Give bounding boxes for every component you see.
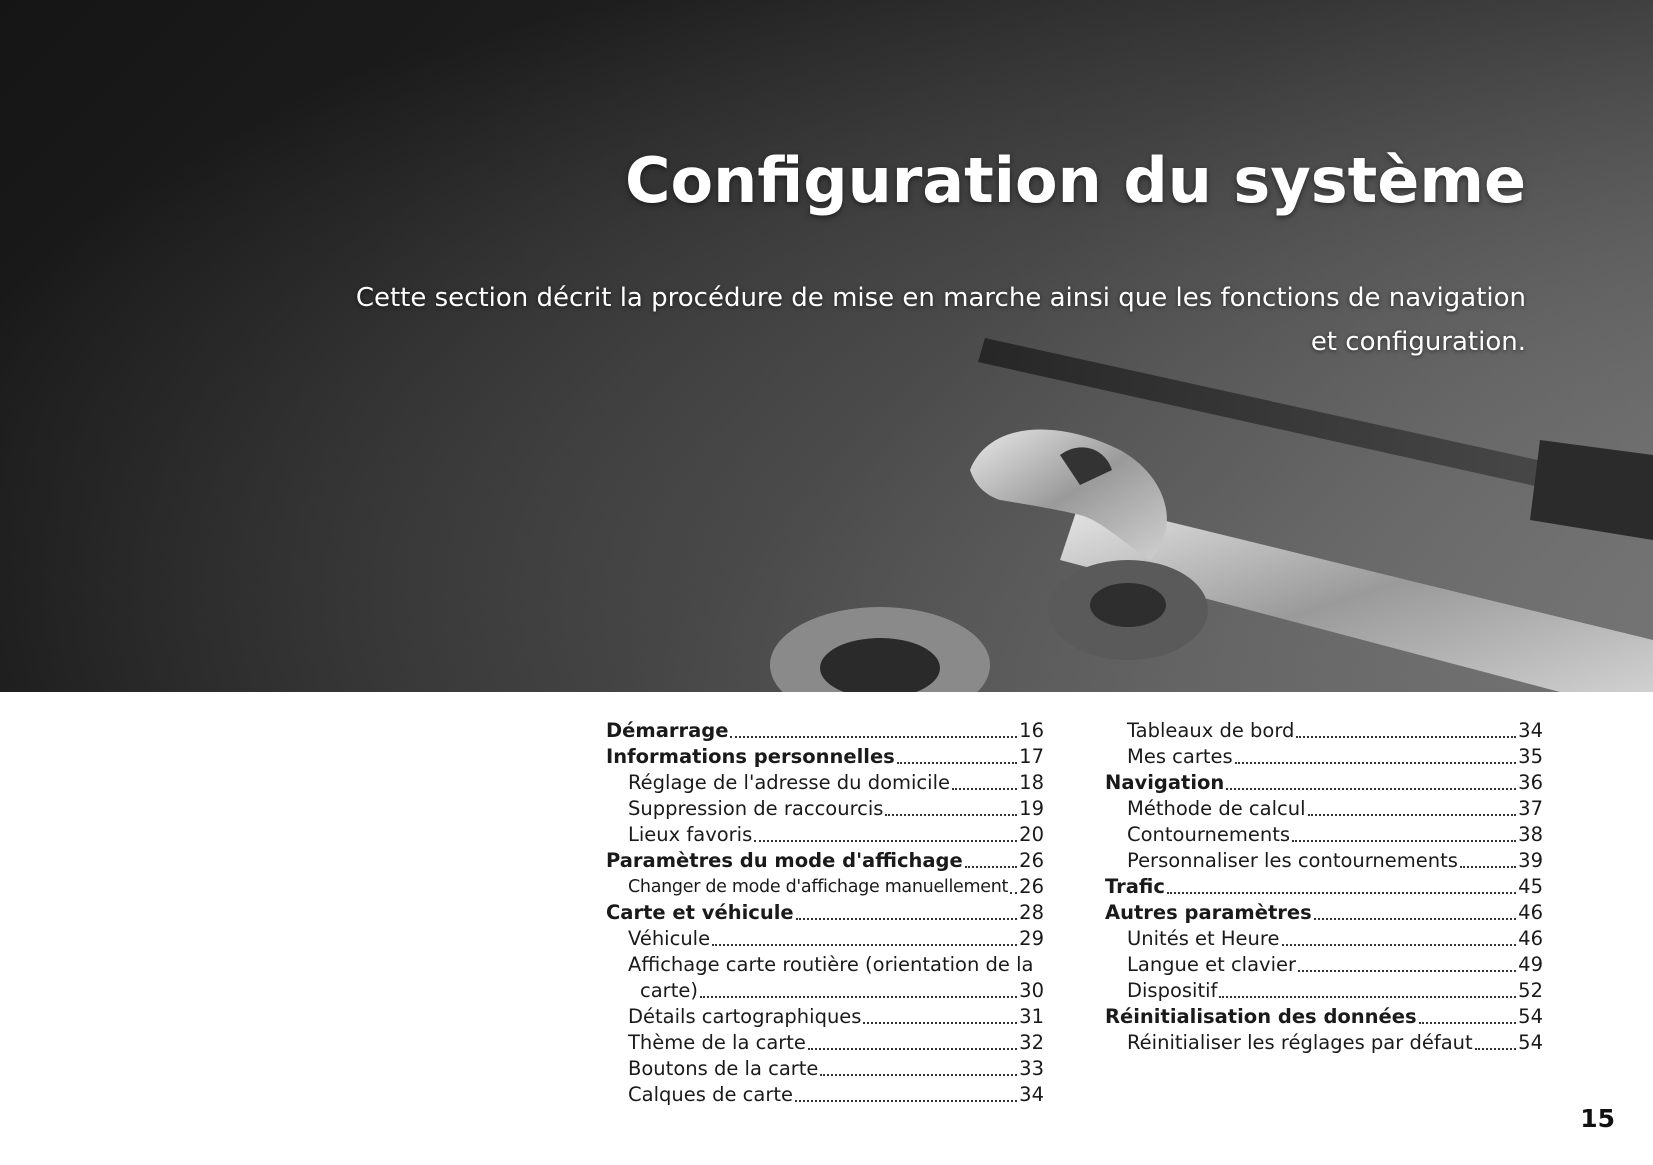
toc-leader-dots [1298,970,1516,972]
section-description: Cette section décrit la procédure de mise en marche ainsi que les fonctions de navigation et configuration. [355,283,1526,357]
toc-entry[interactable] [606,770,1044,796]
toc-entry[interactable] [1105,822,1543,848]
toc-entry-label: Thème de la carte [628,1031,806,1054]
toc-entry-page: 20 [1019,823,1044,846]
toc-entry-page: 38 [1518,823,1543,846]
toc-entry-label: Réinitialiser les réglages par défaut [1127,1031,1473,1054]
toc-leader-dots [1292,840,1516,842]
toc-column-right [1105,718,1543,1056]
toc-entry[interactable] [1105,848,1543,874]
toc-entry[interactable] [1105,926,1543,952]
toc-entry-page: 49 [1518,953,1543,976]
toc-leader-dots [754,840,1017,842]
toc-entry-label: Carte et véhicule [606,901,794,924]
toc-entry[interactable] [1105,952,1543,978]
toc-entry[interactable] [606,1004,1044,1030]
toc-leader-dots [1235,762,1517,764]
toc-entry-page: 19 [1019,797,1044,820]
toc-entry-page: 54 [1518,1005,1543,1028]
toc-entry[interactable] [606,822,1044,848]
toc-entry-label: Tableaux de bord [1127,719,1295,742]
page-number: 15 [1580,1104,1615,1133]
toc-leader-dots [1419,1022,1517,1024]
toc-entry[interactable] [1105,978,1543,1004]
toc-entry-label: Dispositif [1127,979,1218,1002]
toc-entry[interactable] [606,848,1044,874]
toc-entry-page: 30 [1019,979,1044,1002]
toc-leader-dots [1308,814,1517,816]
toc-leader-dots [965,866,1017,868]
toc-entry-label: Lieux favoris [628,823,753,846]
toc-entry[interactable] [1105,1004,1543,1030]
toc-entry-page: 18 [1019,771,1044,794]
toc-entry-page: 33 [1019,1057,1044,1080]
toc-leader-dots [796,918,1018,920]
toc-entry-label: Autres paramètres [1105,901,1312,924]
toc-leader-dots [1219,996,1516,998]
toc-entry-page: 39 [1518,849,1543,872]
toc-entry-page: 54 [1518,1031,1543,1054]
toc-column-left [606,718,1044,1108]
toc-entry-label: Paramètres du mode d'affichage [606,849,963,872]
toc-entry[interactable] [606,744,1044,770]
toc-entry[interactable] [606,874,1044,900]
toc-entry[interactable] [1105,900,1543,926]
toc-entry-page: 16 [1019,719,1044,742]
toc-leader-dots [700,996,1017,998]
toc-entry[interactable] [606,1082,1044,1108]
toc-entry-page: 52 [1518,979,1543,1002]
toc-entry[interactable] [606,978,1044,1004]
toc-entry-page: 36 [1518,771,1543,794]
toc-entry-label: Trafic [1105,875,1165,898]
toc-entry[interactable] [606,926,1044,952]
toc-entry-page: 34 [1019,1083,1044,1106]
toc-leader-dots [885,814,1017,816]
toc-entry-page: 37 [1518,797,1543,820]
toc-entry-label: Unités et Heure [1127,927,1280,950]
toc-entry-label: Navigation [1105,771,1225,794]
toc-entry-page: 26 [1019,875,1044,898]
toc-entry-label: Mes cartes [1127,745,1233,768]
toc-entry[interactable] [606,1056,1044,1082]
toc-leader-dots [952,788,1017,790]
toc-entry-label: Suppression de raccourcis [628,797,884,820]
toc-entry-page: 31 [1019,1005,1044,1028]
toc-entry-label: Boutons de la carte [628,1057,819,1080]
toc-entry-label: Affichage carte routière (orientation de la [628,953,1034,976]
toc-leader-dots [820,1074,1017,1076]
toc-leader-dots [1475,1048,1517,1050]
toc-entry-page: 28 [1019,901,1044,924]
toc-leader-dots [1282,944,1517,946]
toc-leader-dots [712,944,1017,946]
toc-leader-dots [1010,892,1017,894]
toc-entry-page: 46 [1518,927,1543,950]
toc-entry[interactable] [1105,874,1543,900]
toc-leader-dots [808,1048,1017,1050]
toc-entry-label: Langue et clavier [1127,953,1297,976]
toc-entry-label: Contournements [1127,823,1291,846]
toc-leader-dots [897,762,1017,764]
toc-leader-dots [1314,918,1516,920]
toc-entry-label: Personnaliser les contournements [1127,849,1458,872]
toc-entry-page: 35 [1518,745,1543,768]
toc-entry-page: 29 [1019,927,1044,950]
toc-entry-label: Méthode de calcul [1127,797,1306,820]
toc-entry[interactable] [1105,1030,1543,1056]
toc-entry-label: Démarrage [606,719,729,742]
toc-leader-dots [1167,892,1516,894]
toc-entry[interactable] [606,796,1044,822]
toc-entry[interactable] [606,952,1044,978]
toc-entry-label: Réinitialisation des données [1105,1005,1417,1028]
toc-entry[interactable] [606,1030,1044,1056]
toc-entry-label: carte) [640,979,698,1002]
toc-leader-dots [730,736,1017,738]
toc-entry[interactable] [606,718,1044,744]
toc-leader-dots [1226,788,1516,790]
toc-leader-dots [1296,736,1516,738]
toc-entry-page: 45 [1518,875,1543,898]
toc-entry-label: Calques de carte [628,1083,793,1106]
section-title: Configuration du système [625,144,1526,217]
toc-entry-page: 34 [1518,719,1543,742]
toc-entry-label: Réglage de l'adresse du domicile [628,771,950,794]
toc-entry-page: 46 [1518,901,1543,924]
toc-entry[interactable] [1105,744,1543,770]
toc-entry-page: 17 [1019,745,1044,768]
toc-entry[interactable] [1105,718,1543,744]
toc-entry-label: Véhicule [628,927,711,950]
toc-entry-label: Informations personnelles [606,745,895,768]
toc-leader-dots [863,1022,1017,1024]
toc-leader-dots [795,1100,1017,1102]
toc-leader-dots [1460,866,1516,868]
toc-entry-label: Changer de mode d'affichage manuellement [628,877,1009,897]
toc-entry-label: Détails cartographiques [628,1005,862,1028]
toc-entry[interactable] [1105,796,1543,822]
toc-entry-page: 32 [1019,1031,1044,1054]
toc-entry[interactable] [1105,770,1543,796]
toc-entry-page: 26 [1019,849,1044,872]
toc-entry[interactable] [606,900,1044,926]
